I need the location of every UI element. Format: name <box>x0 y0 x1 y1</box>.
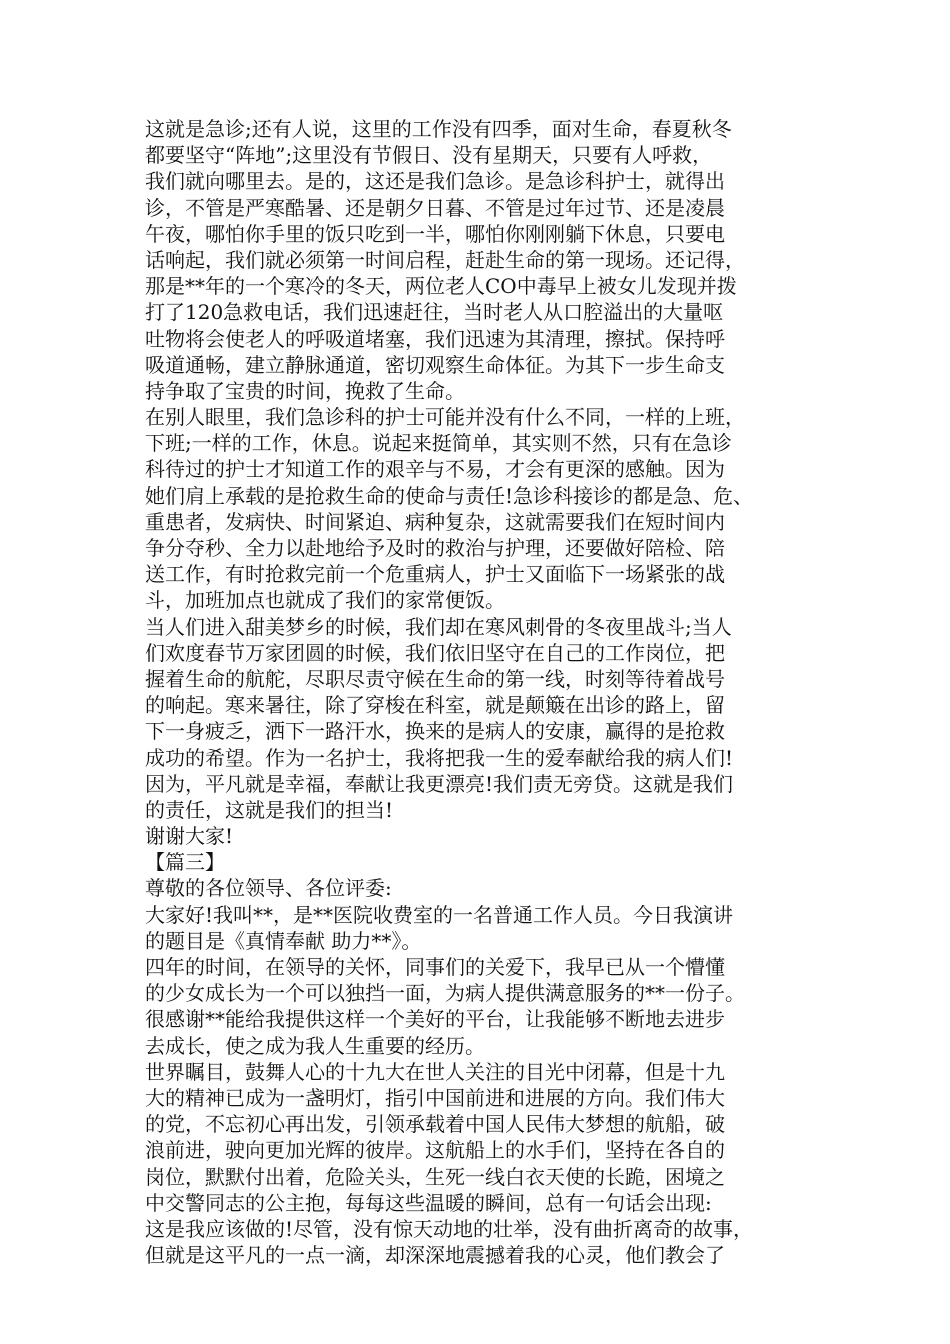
text-line: 中交警同志的公主抱，每每这些温暖的瞬间，总有一句话会出现: <box>145 1190 712 1215</box>
text-line: 大家好!我叫**，是**医院收费室的一名普通工作人员。今日我演讲 <box>145 902 734 927</box>
text-line: 争分夺秒、全力以赴地给予及时的救治与护理，还要做好陪检、陪 <box>145 536 725 560</box>
text-line: 们欢度春节万家团圆的时候，我们依旧坚守在自己的工作岗位，把 <box>145 640 725 665</box>
text-line: 的党，不忘初心再出发，引领承载着中国人民伟大梦想的航船，破 <box>145 1112 725 1137</box>
text-line: 我们就向哪里去。是的，这还是我们急诊。是急诊科护士，就得出 <box>145 169 725 194</box>
text-line: 都要坚守“阵地”;这里没有节假日、没有星期天，只要有人呼救， <box>145 143 713 168</box>
text-line: 下一身疲乏，洒下一路汗水，换来的是病人的安康，赢得的是抢救 <box>145 719 725 744</box>
text-line: 的响起。寒来暑往，除了穿梭在科室，就是颠簸在出诊的路上，留 <box>145 693 725 718</box>
text-line: 成功的希望。作为一名护士，我将把我一生的爱奉献给我的病人们! <box>145 745 734 770</box>
closing-line: 谢谢大家! <box>145 824 234 849</box>
text-line: 的题目是《真情奉献 助力**》。 <box>145 928 422 953</box>
text-line: 送工作，有时抢救完前一个危重病人，护士又面临下一场紧张的战 <box>145 562 725 587</box>
text-line: 诊，不管是严寒酷暑、还是朝夕日暮、不管是过年过节、还是凌晨 <box>145 195 725 220</box>
text-line: 吸道通畅，建立静脉通道，密切观察生命体征。为其下一步生命支 <box>145 352 725 377</box>
text-line: 岗位，默默付出着，危险关头，生死一线白衣天使的长跪，困境之 <box>145 1164 725 1189</box>
text-line: 持争取了宝贵的时间，挽救了生命。 <box>145 378 465 403</box>
text-line: 因为，平凡就是幸福，奉献让我更漂亮!我们责无旁贷。这就是我们 <box>145 771 734 796</box>
text-line: 去成长，使之成为我人生重要的经历。 <box>145 1033 485 1058</box>
section-heading: 【篇三】 <box>145 850 225 875</box>
text-line: 的少女成长为一个可以独挡一面，为病人提供满意服务的**一份子。 <box>145 981 745 1006</box>
text-line: 午夜，哪怕你手里的饭只吃到一半，哪怕你刚刚躺下休息，只要电 <box>145 221 725 246</box>
text-line: 斗，加班加点也就成了我们的家常便饭。 <box>145 588 505 613</box>
text-line: 下班;一样的工作，休息。说起来挺简单，其实则不然，只有在急诊 <box>145 431 732 456</box>
text-line: 她们肩上承载的是抢救生命的使命与责任!急诊科接诊的都是急、危、 <box>145 483 754 508</box>
text-line: 当人们进入甜美梦乡的时候，我们却在寒风刺骨的冬夜里战斗;当人 <box>145 614 732 639</box>
text-line: 四年的时间，在领导的关怀，同事们的关爱下，我早已从一个懵懂 <box>145 955 725 979</box>
text-line: 大的精神已成为一盏明灯，指引中国前进和进展的方向。我们伟大 <box>145 1085 725 1110</box>
document-page <box>145 116 825 1268</box>
text-line: 那是**年的一个寒冷的冬天，两位老人CO中毒早上被女儿发现并拨 <box>145 274 737 299</box>
text-line: 世界瞩目，鼓舞人心的十九大在世人关注的目光中闭幕，但是十九 <box>145 1059 725 1084</box>
text-line: 这就是急诊;还有人说，这里的工作没有四季，面对生命，春夏秋冬 <box>145 117 732 141</box>
text-line: 握着生命的航舵，尽职尽责守候在生命的第一线，时刻等待着战号 <box>145 666 725 691</box>
text-line: 吐物将会使老人的呼吸道堵塞，我们迅速为其清理，擦拭。保持呼 <box>145 326 725 351</box>
text-line: 的责任，这就是我们的担当! <box>145 797 394 822</box>
text-line: 重患者，发病快、时间紧迫、病种复杂，这就需要我们在短时间内 <box>145 509 725 534</box>
text-line: 很感谢**能给我提供这样一个美好的平台，让我能够不断地去进步 <box>145 1007 725 1032</box>
text-line: 浪前进，驶向更加光辉的彼岸。这航船上的水手们，坚持在各自的 <box>145 1138 725 1163</box>
salutation-line: 尊敬的各位领导、各位评委: <box>145 876 392 901</box>
text-line: 打了120急救电话，我们迅速赶往，当时老人从口腔溢出的大量呕 <box>145 300 724 325</box>
text-line: 话响起，我们就必须第一时间启程，赶赴生命的第一现场。还记得， <box>145 247 745 272</box>
text-line: 这是我应该做的!尽管，没有惊天动地的壮举，没有曲折离奇的故事， <box>145 1216 754 1241</box>
text-line: 在别人眼里，我们急诊科的护士可能并没有什么不同，一样的上班， <box>145 405 745 430</box>
text-line: 但就是这平凡的一点一滴，却深深地震撼着我的心灵，他们教会了 <box>145 1243 725 1268</box>
text-line: 科待过的护士才知道工作的艰辛与不易，才会有更深的感触。因为 <box>145 457 725 482</box>
